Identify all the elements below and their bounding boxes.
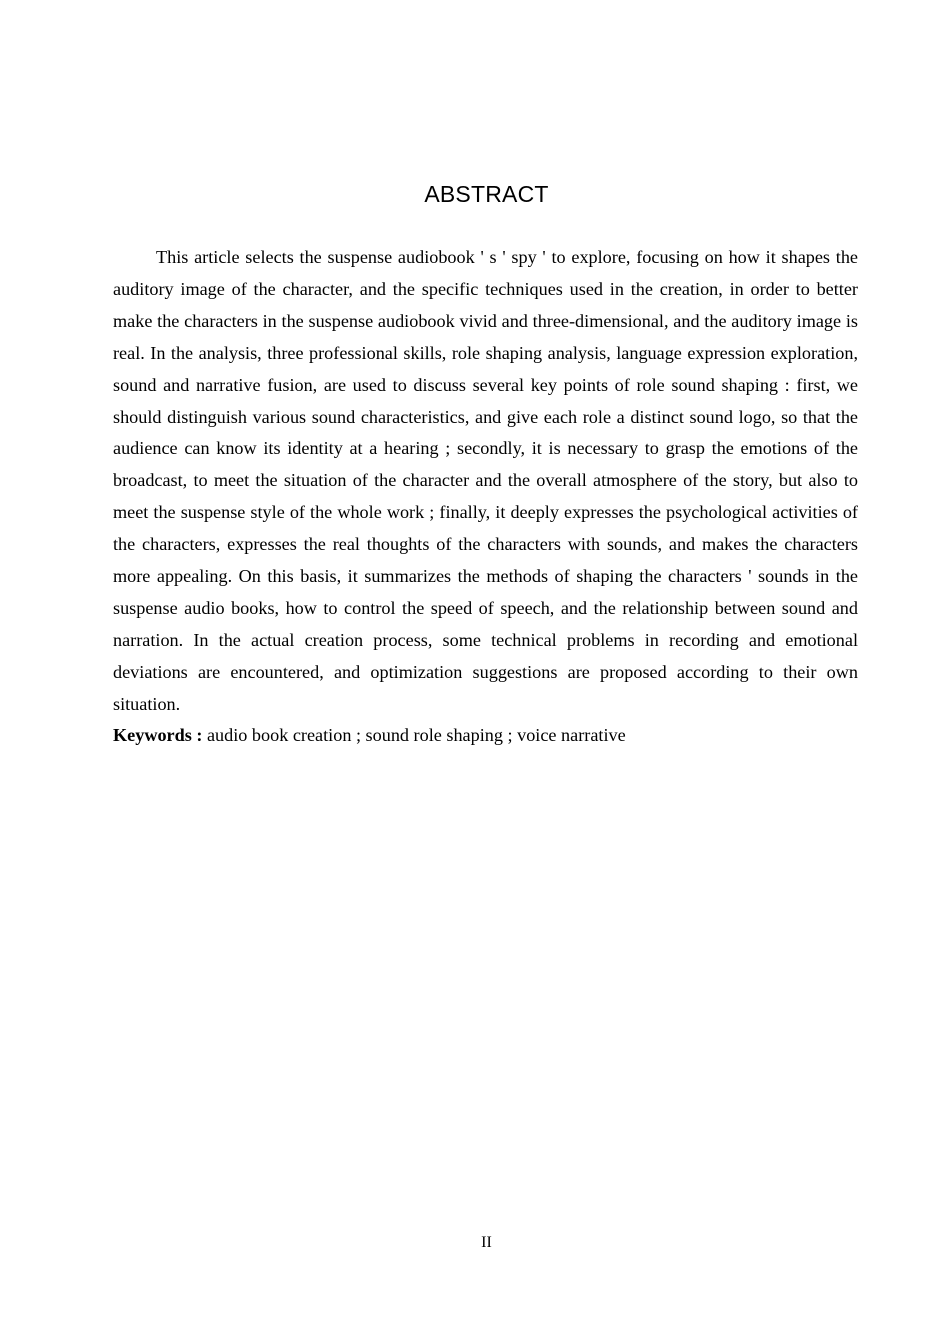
keywords-label: Keywords : — [113, 725, 203, 745]
page-number: II — [481, 1234, 492, 1251]
abstract-paragraph: This article selects the suspense audiobook ' s ' spy ' to explore, focusing on how it shapes the auditory image of the character, and the specific techniques used in the creation, in order to better make the characters in the suspense audiobook vivid and three-dimensional, and the auditory image is real. In the analysis, three professional skills, role shaping analysis, language expression exploration, sound and narrative fusion, are used to discuss several key points of role sound shaping : first, we should distinguish various sound characteristics, and give each role a distinct sound logo, so that the audience can know its identity at a hearing ; secondly, it is necessary to grasp the emotions of the broadcast, to meet the situation of the character and the overall atmosphere of the story, but also to meet the suspense style of the whole work ; finally, it deeply expresses the psychological activities of the characters, expresses the real thoughts of the characters with sounds, and makes the characters more appealing. On this basis, it summarizes the methods of shaping the characters ' sounds in the suspense audio books, how to control the speed of speech, and the relationship between sound and narration. In the actual creation process, some technical problems in recording and emotional deviations are encountered, and optimization suggestions are proposed according to their own situation. — [113, 247, 858, 714]
keywords-line — [113, 720, 858, 752]
keywords-list: audio book creation ; sound role shaping ; voice narrative — [202, 725, 626, 745]
abstract-heading: ABSTRACT — [424, 181, 549, 207]
